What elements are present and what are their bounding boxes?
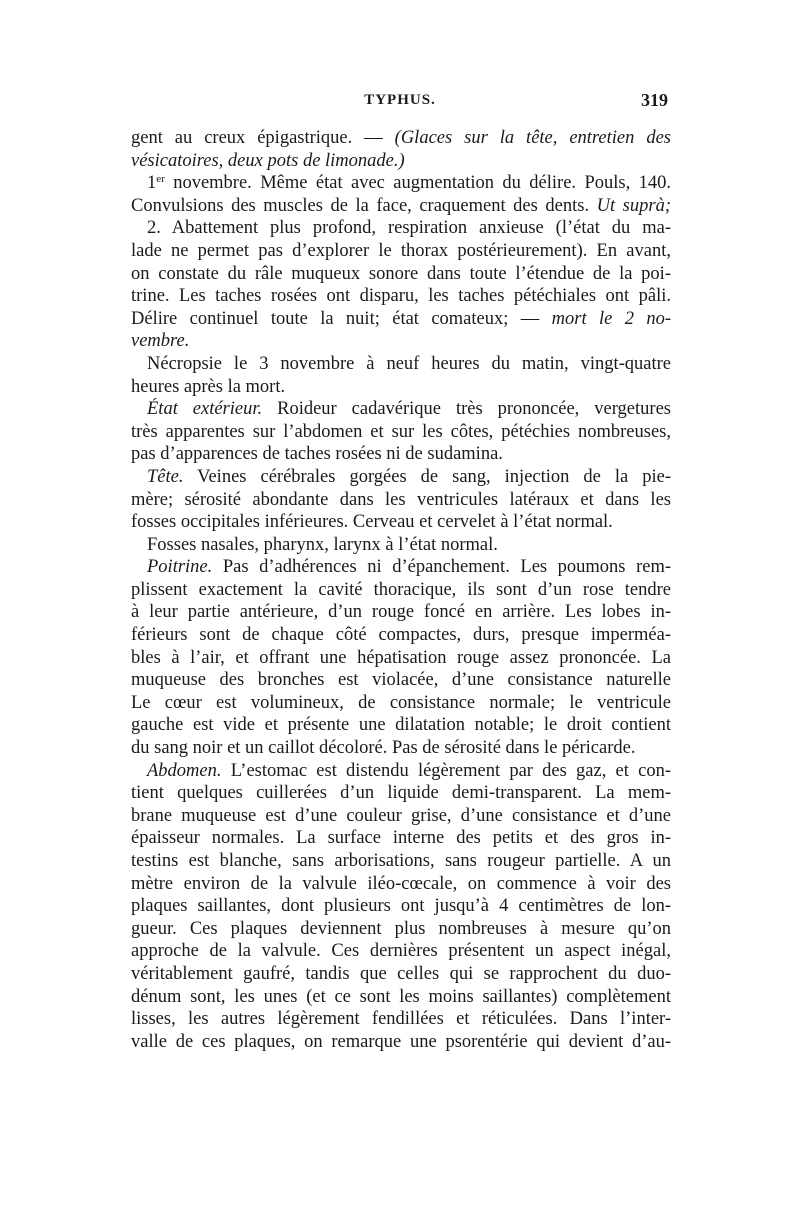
text-line bbox=[131, 850, 671, 873]
text-span: gueur. Ces plaques deviennent plus nombreuses à mesure qu’on bbox=[131, 918, 671, 939]
text-span: Fosses nasales, pharynx, larynx à l’état normal. bbox=[147, 534, 498, 555]
text-span: véritablement gaufré, tandis que celles qui se rapprochent du duo- bbox=[131, 963, 671, 984]
text-line bbox=[131, 285, 671, 308]
text-line bbox=[131, 624, 671, 647]
text-line bbox=[131, 714, 671, 737]
text-line bbox=[131, 330, 671, 353]
text-line bbox=[131, 918, 671, 941]
italic-text: (Glaces sur la tête, entretien des bbox=[394, 128, 671, 148]
text-span: gent au creux épigastrique. — bbox=[131, 128, 395, 148]
text-line bbox=[131, 601, 671, 624]
text-span: Délire continuel toute la nuit; état comateux; — bbox=[131, 308, 552, 329]
text-line bbox=[131, 895, 671, 918]
text-line bbox=[131, 511, 671, 534]
text-line bbox=[131, 805, 671, 828]
text-span: trine. Les taches rosées ont disparu, les taches pétéchiales ont pâli. bbox=[131, 286, 671, 307]
text-span: gauche est vide et présente une dilatation notable; le droit contient bbox=[131, 715, 671, 736]
text-line bbox=[131, 1008, 671, 1031]
text-line bbox=[131, 737, 671, 760]
text-line bbox=[131, 263, 671, 286]
text-span: fosses occipitales inférieures. Cerveau et cervelet à l’état normal. bbox=[131, 512, 613, 533]
text-span: lade ne permet pas d’explorer le thorax postérieurement). En avant, bbox=[131, 240, 671, 261]
text-span: férieurs sont de chaque côté compactes, durs, presque imperméa- bbox=[131, 625, 671, 646]
text-span: pas d’apparences de taches rosées ni de sudamina. bbox=[131, 444, 503, 465]
text-span: approche de la valvule. Ces dernières présentent un aspect inégal, bbox=[131, 941, 671, 962]
text-span: 1 bbox=[147, 173, 157, 194]
text-span: du sang noir et un caillot décoloré. Pas de sérosité dans le péricarde. bbox=[131, 738, 636, 759]
text-line bbox=[131, 398, 671, 421]
text-span: on constate du râle muqueux sonore dans toute l’étendue de la poi- bbox=[131, 263, 671, 284]
text-span: à leur partie antérieure, d’un rouge foncé en arrière. Les lobes in- bbox=[131, 602, 671, 623]
text-line bbox=[131, 466, 671, 489]
text-span: Roideur cadavérique très prononcée, vergetures bbox=[262, 399, 671, 420]
running-title: TYPHUS. bbox=[364, 92, 436, 108]
italic-text: Ut suprà; bbox=[596, 195, 671, 216]
superscript-text: er bbox=[156, 173, 165, 186]
page-number: 319 bbox=[641, 90, 668, 110]
text-span: mère; sérosité abondante dans les ventricules latéraux et dans les bbox=[131, 489, 671, 510]
text-line bbox=[131, 986, 671, 1009]
text-span: Convulsions des muscles de la face, craquement des dents. bbox=[131, 195, 597, 216]
text-line bbox=[131, 647, 671, 670]
text-line bbox=[131, 827, 671, 850]
text-span: Nécropsie le 3 novembre à neuf heures du matin, vingt-quatre bbox=[147, 353, 671, 374]
text-span: très apparentes sur l’abdomen et sur les côtes, pétéchies nombreuses, bbox=[131, 421, 671, 442]
text-span: bles à l’air, et offrant une hépatisation rouge assez prononcée. La bbox=[131, 647, 671, 668]
text-span: muqueuse des bronches est violacée, d’une consistance naturelle bbox=[131, 670, 671, 691]
text-line bbox=[131, 782, 671, 805]
text-span: dénum sont, les unes (et ce sont les moins saillantes) complètement bbox=[131, 986, 671, 1007]
text-line bbox=[131, 534, 671, 557]
italic-text: Tête. bbox=[147, 466, 184, 487]
text-line bbox=[131, 127, 671, 150]
text-line bbox=[131, 873, 671, 896]
italic-text: vésicatoires, deux pots de limonade.) bbox=[131, 150, 405, 171]
text-span: épaisseur normales. La surface interne des petits et des gros in- bbox=[131, 828, 671, 849]
text-line bbox=[131, 579, 671, 602]
text-span: Pas d’adhérences ni d’épanchement. Les poumons rem- bbox=[212, 557, 671, 578]
body-text bbox=[131, 127, 671, 1053]
text-span: valle de ces plaques, on remarque une psorentérie qui devient d’au- bbox=[131, 1031, 671, 1052]
italic-text: État extérieur. bbox=[147, 399, 263, 420]
text-line bbox=[131, 669, 671, 692]
text-span: novembre. Même état avec augmentation du délire. Pouls, 140. bbox=[164, 173, 671, 194]
text-span: plaques saillantes, dont plusieurs ont jusqu’à 4 centimètres de lon- bbox=[131, 896, 671, 917]
text-line bbox=[131, 308, 671, 331]
text-span: heures après la mort. bbox=[131, 376, 286, 397]
text-span: Veines cérébrales gorgées de sang, injection de la pie- bbox=[183, 466, 671, 487]
text-line bbox=[131, 760, 671, 783]
italic-text: mort le 2 no- bbox=[551, 308, 671, 329]
page-header bbox=[130, 92, 670, 116]
text-line bbox=[131, 353, 671, 376]
italic-text: Poitrine. bbox=[147, 557, 213, 578]
text-line bbox=[131, 240, 671, 263]
text-line bbox=[131, 376, 671, 399]
text-span: tient quelques cuillerées d’un liquide demi-transparent. La mem- bbox=[131, 783, 671, 804]
text-line bbox=[131, 489, 671, 512]
text-line bbox=[131, 692, 671, 715]
text-line bbox=[131, 172, 671, 195]
text-line bbox=[131, 150, 671, 173]
italic-text: vembre. bbox=[131, 331, 190, 352]
text-line bbox=[131, 217, 671, 240]
text-line bbox=[131, 421, 671, 444]
text-line bbox=[131, 940, 671, 963]
italic-text: Abdomen. bbox=[147, 760, 222, 781]
text-line bbox=[131, 195, 671, 218]
text-line bbox=[131, 963, 671, 986]
text-span: 2. Abattement plus profond, respiration anxieuse (l’état du ma- bbox=[147, 218, 671, 239]
text-span: mètre environ de la valvule iléo-cœcale, on commence à voir des bbox=[131, 873, 671, 894]
text-line bbox=[131, 1031, 671, 1054]
text-span: lisses, les autres légèrement fendillées et réticulées. Dans l’inter- bbox=[131, 1009, 671, 1030]
text-span: Le cœur est volumineux, de consistance normale; le ventricule bbox=[131, 692, 671, 713]
text-span: plissent exactement la cavité thoracique, ils sont d’un rose tendre bbox=[131, 579, 671, 600]
text-line bbox=[131, 443, 671, 466]
text-span: testins est blanche, sans arborisations, sans rougeur partielle. A un bbox=[131, 851, 671, 871]
text-span: brane muqueuse est d’une couleur grise, d’une consistance et d’une bbox=[131, 805, 671, 826]
text-line bbox=[131, 556, 671, 579]
text-span: L’estomac est distendu légèrement par des gaz, et con- bbox=[221, 760, 671, 781]
